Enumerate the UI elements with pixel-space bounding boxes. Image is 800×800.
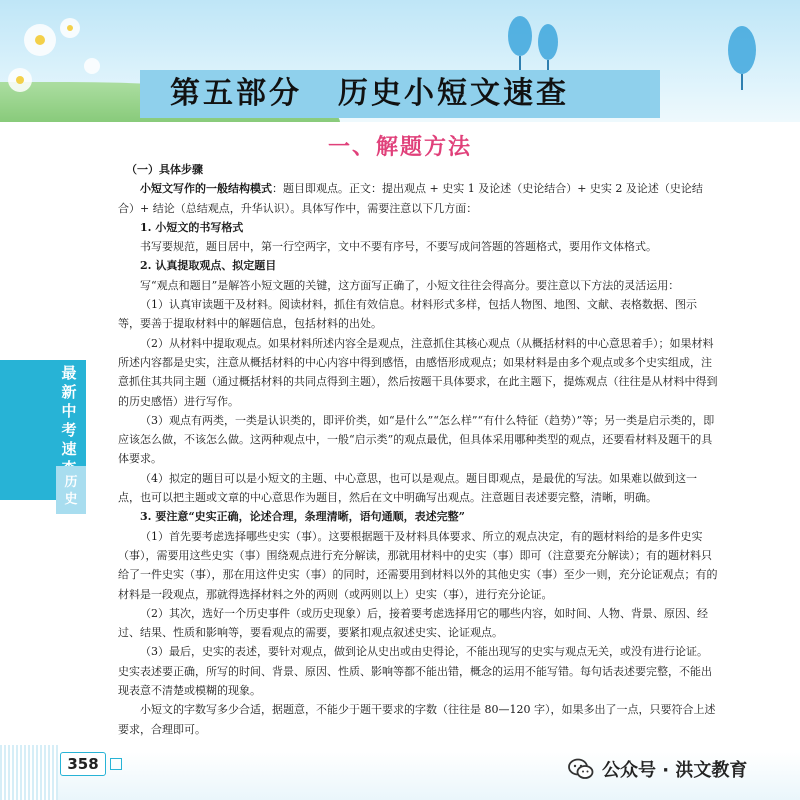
paragraph: 写“观点和题目”是解答小短文题的关键，这方面写正确了，小短文往往会得高分。要注意以下方法的灵活运用： <box>140 278 680 292</box>
paragraph-text: ：题目即观点。正文：提出观点 + 史实 1 及论述（史论结合）+ 史实 2 及论述（史论结合）+ 结论（总结观点，升华认识）。具体写作中，需要注意以下几方面： <box>118 182 703 215</box>
point-heading-3: 3. 要注意“史实正确，论述合理，条理清晰，语句通顺，表述完整” <box>140 510 465 524</box>
sub-heading: （一）具体步骤 <box>126 163 203 176</box>
page-marker-box <box>110 758 122 770</box>
chapter-part: 第五部分 <box>170 76 302 111</box>
footer-decoration <box>0 745 58 800</box>
paragraph: （2）从材料中提取观点。如果材料所述内容全是观点，注意抓住其核心观点（从概括材料的中心意思着手）；如果材料所述内容都是史实，注意从概括材料的中心内容中得到感悟，由感悟形成观点；如果材料是由多个观点或多个史实组成，注意抓住其共同主题（通过概括材料的共同点得到主题），然后按题干具体要求，在此主题下，提炼观点（往往是从材料中得到的历史感悟）进行写作。 <box>118 336 718 408</box>
side-tab-label: 最新中考速 <box>61 364 77 458</box>
paragraph: 书写要规范，题目居中，第一行空两字，文中不要有序号，不要写成问答题的答题格式，要用作文体格式。 <box>140 240 657 254</box>
wechat-icon <box>568 758 594 780</box>
point-heading-1: 1. 小短文的书写格式 <box>140 220 244 234</box>
page-number: 358 <box>60 752 106 776</box>
chapter-name: 历史小短文速查 <box>338 76 569 111</box>
paragraph: （4）拟定的题目可以是小短文的主题、中心意思，也可以是观点。题目即观点，是最优的写法。如果难以做到这一点，也可以把主题或文章的中心意思作为题目，然后在文中明确写出观点。注意题目表述要完整，清晰，明确。 <box>118 471 697 505</box>
article-body <box>118 160 718 739</box>
paragraph: 小短文的字数写多少合适，据题意，不能少于题干要求的字数（往往是 80—120 字），如果多出了一点，只要符合上述要求，合理即可。 <box>118 703 716 736</box>
paragraph: （2）其次，选好一个历史事件（或历史现象）后，接着要考虑选择用它的哪些内容，如时间、人物、背景、原因、经过、结果、性质和影响等，要看观点的需要，要紧扣观点叙述史实、论证观点。 <box>118 606 708 640</box>
side-tab <box>0 360 58 500</box>
section-title: 一、解题方法 <box>327 135 472 160</box>
paragraph: （3）观点有两类，一类是认识类的，即评价类，如“是什么”“怎么样”“有什么特征（趋势）”等；另一类是启示类的，即应该怎么做，不该怎么做。这两种观点中，一般“启示类”的观点最优，但具体采用哪种类型的观点，还要看材料及题干的具体要求。 <box>118 413 715 466</box>
paragraph <box>118 179 718 218</box>
watermark <box>568 756 747 782</box>
side-subject-label: 历史 <box>64 475 78 507</box>
chapter-title <box>170 70 569 118</box>
point-heading-2: 2. 认真提取观点、拟定题目 <box>140 259 277 273</box>
watermark-text: 公众号 · 洪文教育 <box>602 760 748 781</box>
header-banner <box>0 0 800 122</box>
paragraph: （3）最后，史实的表述，要针对观点，做到论从史出或由史得论，不能出现写的史实与观点无关，或没有进行论证。史实表述要正确，所写的时间、背景、原因、性质、影响等都不能出错，概念的运用不能写错。每句话表述要完整，不能出现表意不清楚或模糊的现象。 <box>118 645 712 698</box>
paragraph: （1）认真审读题干及材料。阅读材料，抓住有效信息。材料形式多样，包括人物图、地图、文献、表格数据、图示等，要善于提取材料中的解题信息，包括材料的出处。 <box>118 298 697 331</box>
paragraph-bold-lead: 小短文写作的一般结构模式 <box>140 182 272 196</box>
paragraph: （1）首先要考虑选择哪些史实（事）。这要根据题干及材料具体要求、所立的观点决定，有的题材料给的是多件史实（事），需要用这些史实（事）围绕观点进行充分解读，那就用材料中的史实（事）即可（注意要充分解读）；有的题材料只给了一件史实（事），那在用这件史实（事）的同时，还需要用到材料以外的其他史实（事）至少一则，充分论证观点；有的材料是一段观点，那就得选择材料之外的两则（或两则以上）史实（事），进行充分论证。 <box>118 529 718 601</box>
